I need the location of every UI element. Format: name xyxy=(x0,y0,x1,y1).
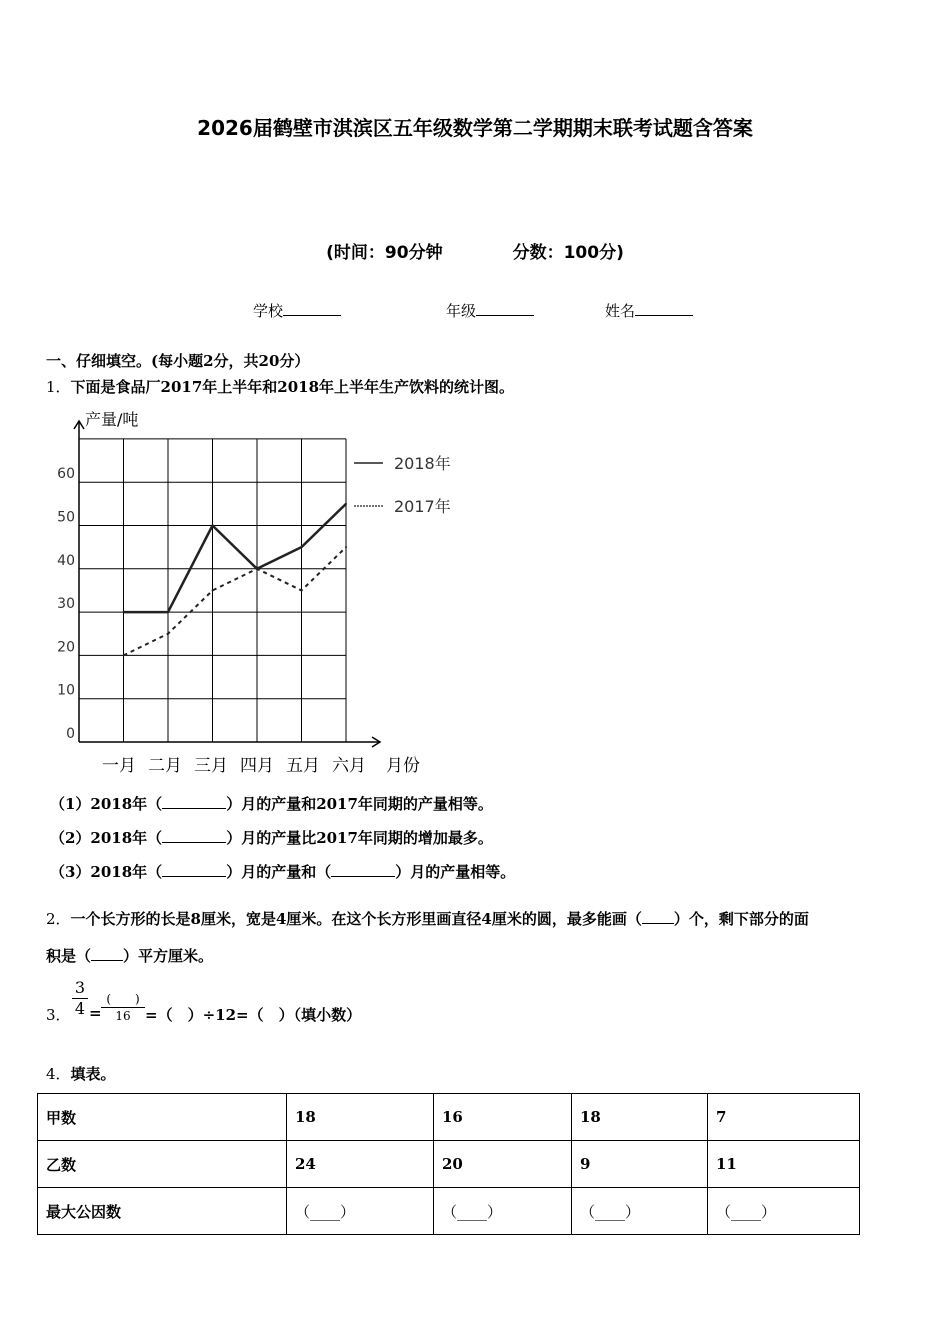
question-2-line-2 xyxy=(46,945,213,966)
school-label: 学校 xyxy=(253,302,284,320)
school-field[interactable] xyxy=(253,300,341,321)
table-cell: 乙数 xyxy=(38,1141,287,1188)
exam-time: (时间：90分钟 xyxy=(326,243,443,263)
series-line-2017年 xyxy=(124,547,347,655)
fraction-denominator: 4 xyxy=(72,998,88,1019)
question-4 xyxy=(46,1063,116,1084)
answer-blank[interactable] xyxy=(642,909,674,924)
question-number: 4． xyxy=(46,1065,71,1083)
part-text: ）月的产量和2017年同期的产量相等。 xyxy=(226,795,493,813)
question-text: 下面是食品厂2017年上半年和2018年上半年生产饮料的统计图。 xyxy=(70,378,515,396)
table-cell: 11 xyxy=(708,1141,860,1188)
x-tick-label: 二月 xyxy=(148,756,182,775)
question-1-part-1 xyxy=(50,793,493,814)
data-point xyxy=(301,589,303,591)
y-tick-label: 0 xyxy=(66,726,75,742)
x-tick-label: 三月 xyxy=(194,756,228,775)
exam-meta xyxy=(0,238,950,263)
x-tick-label: 一月 xyxy=(102,756,136,775)
part-text: （2）2018年（ xyxy=(50,829,163,847)
question-text: ）个，剩下部分的面 xyxy=(673,910,809,928)
data-point xyxy=(301,546,303,548)
table-cell: 7 xyxy=(708,1094,860,1141)
question-number: 1． xyxy=(46,378,71,396)
fill-table xyxy=(37,1093,860,1235)
table-cell: 18 xyxy=(287,1094,434,1141)
grade-field[interactable] xyxy=(446,300,534,321)
table-cell: 9 xyxy=(572,1141,708,1188)
fraction-3-4 xyxy=(72,978,88,1019)
data-point xyxy=(167,633,169,635)
legend-label: 2017年 xyxy=(394,497,451,516)
question-number: 2． xyxy=(46,910,71,928)
section-heading: 一、仔细填空。(每小题2分，共20分） xyxy=(46,352,310,370)
y-tick-label: 40 xyxy=(57,552,75,569)
y-tick-label: 50 xyxy=(57,509,75,526)
series-line-2018年 xyxy=(124,504,347,612)
x-tick-label: 六月 xyxy=(332,756,366,775)
table-cell: 20 xyxy=(434,1141,572,1188)
x-tick-label: 四月 xyxy=(240,756,274,775)
table-cell: 最大公因数 xyxy=(38,1188,287,1235)
fraction-numerator: 3 xyxy=(74,978,86,997)
data-point xyxy=(123,654,125,656)
grade-label: 年级 xyxy=(446,302,477,320)
question-3-rest: =（ ）÷12=（ ）（填小数） xyxy=(145,1006,362,1024)
table-cell: 甲数 xyxy=(38,1094,287,1141)
question-2-line-1 xyxy=(46,908,809,929)
y-tick-label: 60 xyxy=(57,466,75,483)
legend-label: 2018年 xyxy=(394,454,451,473)
answer-blank[interactable] xyxy=(91,946,123,961)
x-axis-label: 月份 xyxy=(386,756,420,775)
part-text: （1）2018年（ xyxy=(50,795,163,813)
table-row xyxy=(38,1141,860,1188)
question-text: 一个长方形的长是8厘米，宽是4厘米。在这个长方形里画直径4厘米的圆，最多能画（ xyxy=(70,910,642,928)
table-cell: 18 xyxy=(572,1094,708,1141)
answer-blank[interactable] xyxy=(162,794,226,809)
data-point xyxy=(167,611,169,613)
answer-blank[interactable] xyxy=(162,862,226,877)
part-text: （3）2018年（ xyxy=(50,863,163,881)
y-tick-label: 10 xyxy=(57,682,75,699)
question-1 xyxy=(46,376,514,397)
answer-cell[interactable]: （____） xyxy=(708,1188,860,1235)
fraction-blank-16[interactable] xyxy=(101,991,145,1024)
part-text: ）月的产量和（ xyxy=(226,863,332,881)
table-cell: 16 xyxy=(434,1094,572,1141)
y-axis-label: 产量/吨 xyxy=(85,410,139,429)
data-point xyxy=(345,546,347,548)
x-tick-label: 五月 xyxy=(286,756,320,775)
table-row xyxy=(38,1188,860,1235)
part-text: ）月的产量相等。 xyxy=(395,863,516,881)
answer-blank[interactable] xyxy=(331,862,395,877)
answer-cell[interactable]: （____） xyxy=(287,1188,434,1235)
answer-cell[interactable]: （____） xyxy=(572,1188,708,1235)
data-point xyxy=(212,589,214,591)
name-label: 姓名 xyxy=(605,302,636,320)
fraction-denominator: 16 xyxy=(101,1007,145,1024)
y-tick-label: 20 xyxy=(57,639,75,656)
question-text: 积是（ xyxy=(46,947,92,965)
data-point xyxy=(123,611,125,613)
y-tick-label: 30 xyxy=(57,596,75,613)
page-title: 2026届鹤壁市淇滨区五年级数学第二学期期末联考试题含答案 xyxy=(197,116,753,140)
question-1-part-2 xyxy=(50,827,493,848)
question-text: ）平方厘米。 xyxy=(123,947,214,965)
question-text: 填表。 xyxy=(70,1065,116,1083)
data-point xyxy=(256,568,258,570)
answer-blank[interactable] xyxy=(162,828,226,843)
data-point xyxy=(345,503,347,505)
exam-score: 分数：100分) xyxy=(512,243,624,263)
line-chart xyxy=(40,405,510,775)
fraction-numerator[interactable]: ( ) xyxy=(106,992,140,1006)
question-1-part-3 xyxy=(50,861,515,882)
data-point xyxy=(212,525,214,527)
table-cell: 24 xyxy=(287,1141,434,1188)
question-3-number: 3． xyxy=(46,1006,71,1024)
equals-sign: = xyxy=(89,1004,102,1022)
table-row xyxy=(38,1094,860,1141)
name-field[interactable] xyxy=(605,300,693,321)
answer-cell[interactable]: （____） xyxy=(434,1188,572,1235)
part-text: ）月的产量比2017年同期的增加最多。 xyxy=(226,829,493,847)
